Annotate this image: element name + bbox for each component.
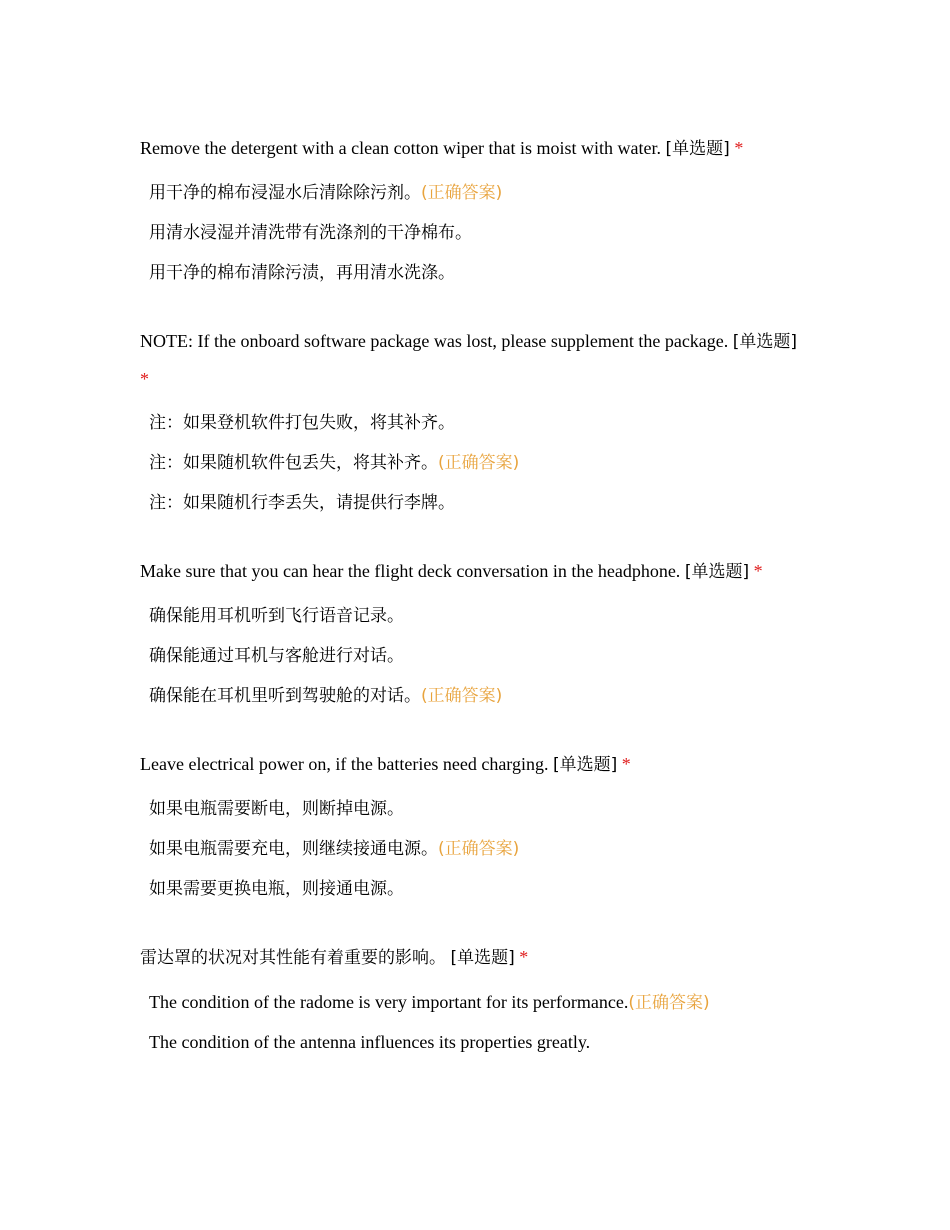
option-list xyxy=(140,403,810,523)
question-title xyxy=(140,323,810,398)
question-type-label: [单选题] xyxy=(665,139,730,159)
option-text: 用清水浸湿并清洗带有洗涤剂的干净棉布。 xyxy=(149,223,472,243)
answer-option[interactable] xyxy=(149,869,810,909)
question-type-label: [单选题] xyxy=(732,332,798,352)
required-marker: * xyxy=(753,561,763,581)
answer-option[interactable] xyxy=(149,596,810,636)
question-4 xyxy=(140,746,810,909)
option-text: 注：如果随机软件包丢失，将其补齐。 xyxy=(149,453,438,473)
question-3 xyxy=(140,553,810,716)
correct-answer-label: (正确答案) xyxy=(438,839,520,859)
answer-option[interactable] xyxy=(149,483,810,523)
required-marker: * xyxy=(734,138,744,158)
answer-option[interactable] xyxy=(149,676,810,716)
option-text: 如果电瓶需要充电，则继续接通电源。 xyxy=(149,839,438,859)
question-type-label: [单选题] xyxy=(684,562,750,582)
question-5 xyxy=(140,939,810,1062)
option-list xyxy=(140,173,810,293)
answer-option[interactable] xyxy=(149,789,810,829)
question-type-label: [单选题] xyxy=(450,948,515,968)
answer-option[interactable] xyxy=(149,403,810,443)
option-list xyxy=(140,789,810,909)
questionnaire xyxy=(140,130,810,1092)
option-text: 确保能通过耳机与客舱进行对话。 xyxy=(149,646,404,666)
answer-option[interactable] xyxy=(149,213,810,253)
required-marker: * xyxy=(140,369,149,389)
question-text: Leave electrical power on, if the batteries need charging. xyxy=(140,754,549,774)
answer-option[interactable] xyxy=(149,636,810,676)
option-list xyxy=(140,982,810,1062)
question-1 xyxy=(140,130,810,293)
question-text: Make sure that you can hear the flight deck conversation in the headphone. xyxy=(140,561,681,581)
option-text: 如果需要更换电瓶，则接通电源。 xyxy=(149,879,404,899)
option-text: 确保能用耳机听到飞行语音记录。 xyxy=(149,606,404,626)
correct-answer-label: (正确答案) xyxy=(438,453,520,473)
question-type-label: [单选题] xyxy=(552,755,618,775)
question-title xyxy=(140,130,810,168)
question-title xyxy=(140,746,810,784)
required-marker: * xyxy=(621,754,631,774)
correct-answer-label: (正确答案) xyxy=(421,686,503,706)
question-text: 雷达罩的状况对其性能有着重要的影响。 xyxy=(140,948,446,968)
answer-option[interactable] xyxy=(149,173,810,213)
option-text: The condition of the radome is very important for its performance. xyxy=(149,992,629,1012)
question-text: Remove the detergent with a clean cotton wiper that is moist with water. xyxy=(140,138,662,158)
option-text: 如果电瓶需要断电，则断掉电源。 xyxy=(149,799,404,819)
option-text: 用干净的棉布浸湿水后清除除污剂。 xyxy=(149,183,421,203)
answer-option[interactable] xyxy=(149,443,810,483)
answer-option[interactable] xyxy=(149,982,810,1022)
option-text: 确保能在耳机里听到驾驶舱的对话。 xyxy=(149,686,421,706)
question-text: NOTE: If the onboard software package was lost, please supplement the package. xyxy=(140,331,729,351)
question-title xyxy=(140,939,810,977)
option-list xyxy=(140,596,810,716)
option-text: 注：如果登机软件打包失败，将其补齐。 xyxy=(149,413,455,433)
answer-option[interactable] xyxy=(149,253,810,293)
question-2 xyxy=(140,323,810,523)
correct-answer-label: (正确答案) xyxy=(628,993,710,1013)
option-text: The condition of the antenna influences its properties greatly. xyxy=(149,1032,591,1052)
question-title xyxy=(140,553,810,591)
answer-option[interactable] xyxy=(149,1022,810,1062)
required-marker: * xyxy=(519,947,529,967)
correct-answer-label: (正确答案) xyxy=(421,183,503,203)
answer-option[interactable] xyxy=(149,829,810,869)
option-text: 用干净的棉布清除污渍，再用清水洗涤。 xyxy=(149,263,455,283)
option-text: 注：如果随机行李丢失，请提供行李牌。 xyxy=(149,493,455,513)
